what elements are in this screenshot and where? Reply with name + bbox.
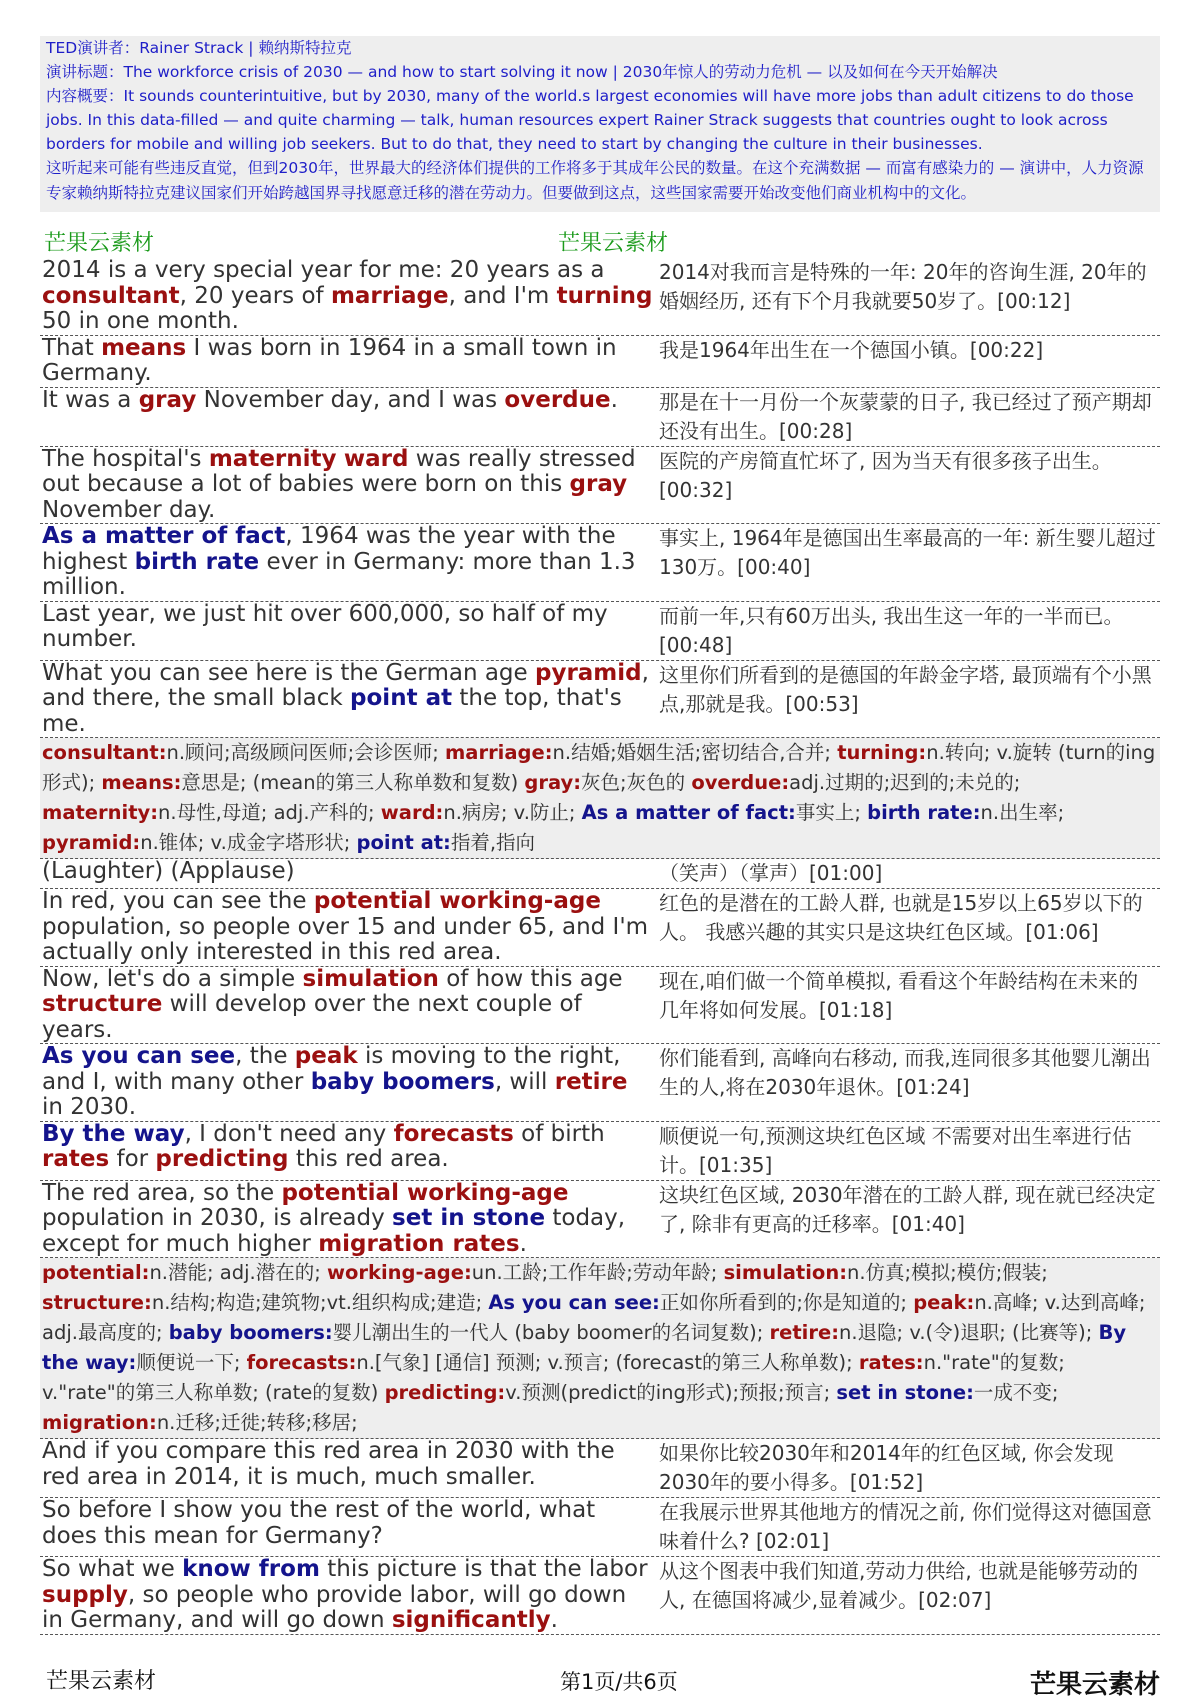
vocabulary-block [40, 1258, 1160, 1439]
vocab-term: baby boomers: [168, 1321, 333, 1344]
transcript-row [40, 388, 1160, 447]
chinese-translation: 从这个图表中我们知道,劳动力供给, 也就是能够劳动的人, 在德国将减少,显着减少。[02:07] [659, 1559, 1139, 1612]
english-term: potential working-age [281, 1179, 569, 1206]
english-term: means [101, 334, 187, 361]
vocab-term: gray: [524, 771, 582, 794]
vocab-term: turning: [837, 741, 927, 764]
english-term: supply [42, 1581, 128, 1608]
english-text: That [42, 334, 102, 361]
vocab-text: n.锥体; v.成金字塔形状; [140, 831, 357, 854]
english-text: I was born in 1964 in a small town in Germany. [42, 334, 617, 386]
vocab-term: means: [101, 771, 182, 794]
vocab-text: n.结构;构造;建筑物;vt.组织构成;建造; [151, 1291, 489, 1314]
english-sentence [40, 1044, 655, 1121]
english-term: gray [138, 386, 197, 413]
vocab-text: n.母性,母道; adj.产科的; [158, 801, 381, 824]
english-text: today, except for much higher [42, 1205, 626, 1257]
english-term: potential working-age [313, 888, 601, 914]
chinese-translation: 你们能看到, 高峰向右移动, 而我,连同很多其他婴儿潮出生的人,将在2030年退休。[01:24] [659, 1046, 1151, 1099]
page-footer [40, 1664, 1160, 1700]
english-text: , and I'm [448, 282, 557, 309]
english-text: . [519, 1230, 527, 1257]
english-text: population, so people over 15 and under 65, and I'm actually only interested in this red area. [42, 913, 649, 965]
speaker-line: TED演讲者：Rainer Strack | 赖纳斯特拉克 [46, 39, 352, 57]
english-term: pyramid [534, 659, 642, 686]
english-term: migration rates [318, 1230, 520, 1257]
vocab-term: rates: [858, 1351, 924, 1374]
english-sentence [40, 1557, 655, 1634]
transcript-row [40, 447, 1160, 525]
english-text [337, 446, 344, 472]
vocab-term: marriage: [444, 741, 553, 764]
chinese-translation: 这块红色区域, 2030年潜在的工龄人群, 现在就已经决定了, 除非有更高的迁移率。[01:40] [659, 1182, 1156, 1236]
english-text: was really stressed out because a lot of babies were born on this [42, 445, 636, 497]
transcript-row [40, 1181, 1160, 1259]
english-text: What you can see here is the German age [42, 659, 535, 686]
vocab-text: 正如你所看到的;你是知道的; [659, 1291, 914, 1314]
english-sentence [40, 602, 655, 660]
english-term: significantly [391, 1607, 551, 1633]
english-term: birth rate [134, 548, 260, 575]
english-sentence [40, 967, 655, 1044]
english-text: The hospital's [42, 445, 209, 472]
chinese-translation: 现在,咱们做一个简单模拟, 看看这个年龄结构在未来的几年将如何发展。[01:18] [659, 968, 1139, 1022]
english-text: The red area, so the [42, 1179, 282, 1206]
vocab-text: 意思是; (mean的第三人称单数和复数) [181, 771, 525, 794]
vocab-text: 顺便说一下; [136, 1351, 247, 1374]
english-text: , will [494, 1068, 555, 1095]
english-text: , the [235, 1043, 295, 1069]
english-sentence [40, 524, 655, 601]
vocab-term: As a matter of fact: [581, 801, 796, 824]
chinese-translation: 在我展示世界其他地方的情况之前, 你们觉得这对德国意味着什么? [02:01] [659, 1500, 1152, 1553]
english-text: will develop over the next couple of years. [42, 991, 582, 1043]
english-sentence [40, 336, 655, 387]
vocab-text: 指着,指向 [450, 831, 536, 854]
english-term: simulation [302, 965, 439, 992]
english-term: maternity [208, 445, 337, 472]
english-text: , I don't need any [184, 1120, 394, 1147]
english-term: marriage [330, 282, 449, 309]
transcript-row [40, 524, 1160, 602]
english-term: predicting [155, 1146, 289, 1172]
english-sentence [40, 1439, 655, 1497]
chinese-translation: 我是1964年出生在一个德国小镇。[00:22] [659, 337, 1044, 362]
vocab-text: 事实上; [795, 801, 868, 824]
vocab-term: birth rate: [867, 801, 981, 824]
vocab-text: n.仿真;模拟;模仿;假装; [847, 1261, 1048, 1284]
english-text: in 2030. [42, 1094, 137, 1120]
transcript-row [40, 859, 1160, 889]
english-text: population in 2030, is already [42, 1205, 393, 1231]
vocab-term: overdue: [691, 771, 790, 794]
transcript-row [40, 661, 1160, 739]
english-text: November day, and I was [196, 386, 505, 413]
transcript-table [40, 258, 1160, 1635]
english-term: peak [294, 1043, 358, 1069]
english-text: Now, let's do a simple [42, 965, 303, 992]
vocab-text: n.病房; v.防止; [443, 801, 582, 824]
chinese-translation: 红色的是潜在的工龄人群, 也就是15岁以上65岁以下的人。 我感兴趣的其实只是这块红色区域。[01:06] [659, 891, 1143, 944]
english-term: structure [42, 991, 163, 1017]
vocab-text: 婴儿潮出生的一代人 (baby boomer的名词复数); [332, 1321, 770, 1344]
vocab-text: 一成不变; [973, 1381, 1059, 1404]
vocab-term: consultant: [42, 741, 167, 764]
vocab-text: n.退隐; v.(令)退职; (比赛等); [839, 1321, 1099, 1344]
english-term: As you can see [42, 1043, 236, 1069]
english-sentence [40, 1181, 655, 1258]
vocabulary-block [40, 738, 1160, 859]
vocab-term: set in stone: [836, 1381, 974, 1404]
transcript-row [40, 336, 1160, 388]
english-text: 2014 is a very special year for me: 20 years as a [42, 257, 605, 283]
english-term: overdue [504, 386, 611, 413]
english-term: ward [343, 445, 409, 472]
vocab-term: pyramid: [42, 831, 141, 854]
english-term: gray [569, 471, 628, 497]
english-text: this red area. [288, 1146, 449, 1172]
english-term: know from [182, 1556, 320, 1582]
chinese-translation: 顺便说一句,预测这块红色区域 不需要对出生率进行估计。[01:35] [659, 1123, 1132, 1177]
english-text: , 20 years of [179, 282, 331, 309]
chinese-translation: 而前一年,只有60万出头, 我出生这一年的一半而已。[00:48] [659, 603, 1124, 657]
english-text: So what we [42, 1556, 183, 1582]
vocab-text: n.迁移;迁徙;转移;移居; [156, 1411, 358, 1434]
vocab-term: By the way: [42, 1321, 1127, 1374]
english-text: So before I show you the rest of the world, what does this mean for Germany? [42, 1497, 596, 1549]
english-term: point at [350, 685, 453, 711]
english-text: It was a [42, 386, 139, 413]
transcript-row [40, 1498, 1160, 1557]
chinese-translation: 如果你比较2030年和2014年的红色区域, 你会发现2030年的要小得多。[01:52] [659, 1441, 1114, 1494]
vocab-text: v.预测(predict的ing形式);预报;预言; [505, 1381, 837, 1404]
english-text: (Laughter) (Applause) [42, 858, 295, 884]
english-text: the top, that's me. [42, 685, 622, 737]
vocab-term: simulation: [723, 1261, 847, 1284]
chinese-translation: （笑声）（掌声）[01:00] [659, 861, 883, 885]
english-term: consultant [42, 282, 180, 309]
vocab-text: adj.过期的;迟到的;未兑的; [789, 771, 1021, 794]
english-term: set in stone [392, 1205, 546, 1231]
english-sentence [40, 447, 655, 524]
transcript-row [40, 1439, 1160, 1498]
chinese-translation: 事实上, 1964年是德国出生率最高的一年: 新生婴儿超过130万。[00:40] [659, 526, 1156, 579]
english-text: In red, you can see the [42, 888, 314, 914]
english-text: this picture is that the labor [319, 1556, 648, 1582]
watermark-row [40, 226, 1160, 256]
vocab-text: un.工龄;工作年龄;劳动年龄; [471, 1261, 724, 1284]
vocab-term: ward: [380, 801, 444, 824]
english-text: for [109, 1146, 156, 1172]
chinese-translation: 医院的产房简直忙坏了, 因为当天有很多孩子出生。[00:32] [659, 448, 1112, 502]
transcript-row [40, 1122, 1160, 1181]
english-term: retire [554, 1068, 628, 1095]
english-sentence [40, 1498, 655, 1556]
english-sentence [40, 258, 655, 335]
vocab-text: n.转向; v.旋转 (turn的ing形式); [42, 741, 1156, 794]
transcript-row [40, 1557, 1160, 1635]
vocab-term: predicting: [384, 1381, 506, 1404]
english-text: of how this age [438, 965, 623, 992]
vocab-text: n.[气象] [通信] 预测; v.预言; (forecast的第三人称单数); [356, 1351, 859, 1374]
english-text: And if you compare this red area in 2030 with the red area in 2014, it is much, much smaller. [42, 1438, 615, 1490]
english-term: By the way [42, 1120, 185, 1147]
vocab-text: n.出生率; [980, 801, 1065, 824]
vocab-term: retire: [769, 1321, 839, 1344]
transcript-row [40, 1044, 1160, 1122]
transcript-row [40, 967, 1160, 1045]
vocab-term: As you can see: [488, 1291, 660, 1314]
english-text: is moving to the right, and I, with many other [42, 1043, 621, 1095]
vocab-text: 灰色;灰色的 [581, 771, 692, 794]
transcript-row [40, 258, 1160, 336]
chinese-translation: 那是在十一月份一个灰蒙蒙的日子, 我已经过了预产期却还没有出生。[00:28] [659, 389, 1152, 443]
vocab-text: n.潜能; adj.潜在的; [149, 1261, 327, 1284]
english-sentence [40, 1122, 655, 1180]
vocab-text: n.顾问;高级顾问医师;会诊医师; [166, 741, 445, 764]
english-sentence [40, 388, 655, 446]
english-text: , 1964 was the year with the highest [42, 523, 616, 575]
vocab-term: potential: [42, 1261, 150, 1284]
vocab-term: peak: [913, 1291, 975, 1314]
english-sentence [40, 859, 655, 888]
vocab-term: structure: [42, 1291, 152, 1314]
page-number: 第1页/共6页 [560, 1670, 678, 1694]
english-text: of birth [513, 1120, 605, 1147]
english-term: As a matter of fact [42, 523, 286, 549]
english-text: Last year, we just hit over 600,000, so half of my number. [42, 600, 608, 652]
footer-watermark-left: 芒果云素材 [46, 1669, 157, 1694]
vocab-term: point at: [356, 831, 451, 854]
talk-header [40, 36, 1160, 212]
english-text: , and there, the small black [42, 659, 649, 711]
transcript-row [40, 889, 1160, 967]
english-term: turning [556, 282, 653, 309]
footer-watermark-right: 芒果云素材 [1029, 1670, 1160, 1700]
english-sentence [40, 889, 655, 966]
english-text: . [550, 1607, 558, 1633]
chinese-translation: 这里你们所看到的是德国的年龄金字塔, 最顶端有个小黑点,那就是我。[00:53] [659, 662, 1152, 716]
summary-en: 内容概要：It sounds counterintuitive, but by 2030, many of the world.s largest economies will have more jobs than adult citizens to do those jobs. In this data-filled — and quite charming — talk, human resources expert Rainer Strack suggests that countries ought to look across borders for mobile and willing job seekers. But to do that, they need to start by changing the culture in their businesses. [46, 87, 1134, 153]
vocab-term: forecasts: [246, 1351, 357, 1374]
english-term: baby boomers [310, 1068, 495, 1095]
english-text: ever in Germany: more than 1.3 million. [42, 548, 636, 600]
title-line: 演讲标题：The workforce crisis of 2030 — and how to start solving it now | 2030年惊人的劳动力危机 — 以及如何在今天开始解决 [46, 63, 998, 81]
watermark-right: 芒果云素材 [558, 231, 669, 256]
watermark-left: 芒果云素材 [44, 231, 155, 256]
english-text: 50 in one month. [42, 308, 239, 334]
chinese-translation: 2014对我而言是特殊的一年: 20年的咨询生涯, 20年的婚姻经历, 还有下个月我就要50岁了。[00:12] [659, 260, 1147, 313]
english-text: November day. [42, 496, 216, 523]
summary-zh: 这听起来可能有些违反直觉，但到2030年，世界最大的经济体们提供的工作将多于其成年公民的数量。在这个充满数据 — 而富有感染力的 — 演讲中，人力资源专家赖纳斯特拉克建议国家们开始跨越国界寻找愿意迁移的潜在劳动力。但要做到这点，这些国家需要开始改变他们商业机构中的文化。 [46, 159, 1144, 202]
english-text: . [610, 386, 618, 413]
transcript-row [40, 602, 1160, 661]
english-term: rates [42, 1146, 110, 1172]
vocab-text: n.高峰; v.达到高峰; adj.最高度的; [42, 1291, 1146, 1344]
vocab-text: n."rate"的复数; v."rate"的第三人称单数; (rate的复数) [42, 1351, 1065, 1404]
english-text: , so people who provide labor, will go down in Germany, and will go down [42, 1581, 627, 1633]
english-term: forecasts [393, 1120, 514, 1147]
english-sentence [40, 661, 655, 738]
vocab-term: migration: [42, 1411, 157, 1434]
vocab-text: n.结婚;婚姻生活;密切结合,合并; [552, 741, 838, 764]
vocab-term: maternity: [42, 801, 159, 824]
vocab-term: working-age: [326, 1261, 472, 1284]
